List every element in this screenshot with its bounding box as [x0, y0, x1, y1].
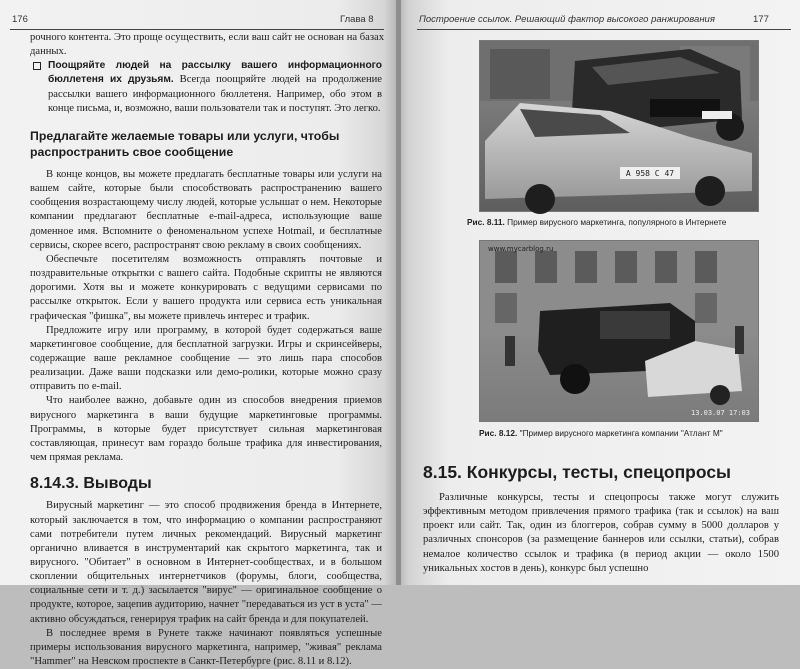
top-line-1: рочного контента. Это проще осуществить, если ваш сайт не основан на базах	[30, 32, 385, 43]
checkbox-bullet-icon	[33, 62, 41, 70]
header-rule-left	[10, 29, 384, 30]
right-paragraph: Различные конкурсы, тесты и спецопросы также могут служить эффективным методом привлечения прямого трафика (так и ссылок) на ваш проект или сайт. Так, один из блоггеров, собрав сумму в 5000 долларов у различных спонсоров (за размещение баннеров или ссылки, статьи), собрав немалое количество ссылок и трафика (в период акции — около 1500 уникальных хостов в день), конкурс был успешно	[423, 492, 779, 574]
figure-8-11-label: Рис. 8.11.	[467, 217, 505, 227]
license-plate: А 958 С 47	[625, 169, 675, 178]
figure-8-12-label: Рис. 8.12.	[479, 428, 518, 438]
right-page	[401, 0, 800, 585]
paragraph-2: Обеспечьте посетителям возможность отправлять почтовые и поздравительные открытки с вашего сайта. Подобные скрипты не являются дорогими. Хотя вы и можете конкурировать с ведущими сервисами по рассылке открыток. Если у вашего продукта или сервиса есть уникальная графическая "фишка", вы можете привлечь интерес и трафик.	[30, 253, 382, 322]
section-heading-right: 8.15. Конкурсы, тесты, спецопросы	[423, 462, 732, 482]
figure-8-11-caption	[467, 217, 787, 227]
left-text-column	[30, 31, 385, 669]
conclusion-2: В последнее время в Рунете также начинают появляться успешные примеры использования вирусного маркетинга, например, "живая" реклама "Hammer" на Невском проспекте в Санкт-Петербурге (рис. 8.11 и 8.12).	[30, 627, 382, 668]
photo-watermark: www.mycarblog.ru	[488, 245, 554, 253]
left-page	[0, 0, 396, 668]
header-rule-right	[417, 29, 791, 30]
running-header: Построение ссылок. Решающий фактор высокого ранжирования	[419, 14, 715, 25]
conclusion-1: Вирусный маркетинг — это способ продвижения бренда в Интернете, который заключается в том, что информацию о компании распространяют сами потребители путем личных рекомендаций. Вирусный маркетинг органично вливается в инструментарий как скрытого маркетинга, так и вирусного. "Обитает" в основном в Интернет-сообществах, и в большом скоплении общительных интернетчиков (форумы, блоги, сообщества, социальные сети и т. д.) засылается "вирус" — оригинальное сообщение о продукте, которое, зацепив аудиторию, начнет "передаваться из уст в уста" — активно обсуждаться, генерируя трафик на сайт бренда и для покупателей.	[30, 500, 382, 625]
bullet-text: Всегда поощряйте людей на продолжение рассылки вашего информационного бюллетеня. Например, обо этом в конце письма, и, возможно, ваши пользователи так и поступят. Это легко.	[48, 74, 382, 114]
subheading: Предлагайте желаемые товары или услуги, чтобы распространить свое сообщение	[30, 128, 340, 159]
paragraph-4: Что наиболее важно, добавьте один из способов внедрения приемов вирусного маркетинга в ваши будущие маркетинговые программы. Программы, в которые будет присутствует сильная маркетинговая составляющая, принесут вам гораздо больше трафика для инвестирования, чем прямая реклама.	[30, 395, 382, 464]
paragraph-3: Предложите игру или программу, в которой будет содержаться ваше маркетинговое сообщение, для бесплатной загрузки. Игры и скринсейверы, содержащие ваше рекламное сообщение — это лишь пара способов реализации. Даже ваши подсказки или демо-ролики, которые можно сразу отправить по e-mail.	[30, 324, 382, 393]
right-text-column	[423, 491, 779, 576]
section-heading-left: 8.14.3. Выводы	[30, 475, 152, 493]
bullet-item	[30, 59, 382, 116]
page-number-left: 176	[12, 14, 28, 25]
figure-8-12-caption-text: "Пример вирусного маркетинга компании "Атлант М"	[517, 428, 723, 438]
figure-8-11-caption-text: Пример вирусного маркетинга, популярного в Интернете	[504, 217, 727, 227]
photo-date-stamp: 13.03.07 17:03	[690, 409, 750, 417]
top-line-2: данных.	[30, 46, 67, 58]
paragraph-1: В конце концов, вы можете предлагать бесплатные товары или услуги на вашем сайте, которые были способствовать распространению вашего сообщения возрастающему числу людей, которые услышат о нем. Некоторые компании предлагают бесплатные e-mail-адреса, использующие ваше доменное имя. Вспомните о феноменальном успехе Hotmail, и бесплатные сервисы, скорее всего, распространят свою рекламу в своих сообщениях.	[30, 168, 382, 251]
figure-8-12-photo	[479, 240, 759, 422]
chapter-header: Глава 8	[340, 14, 374, 25]
car-crash-photo-2	[480, 241, 758, 421]
figure-8-11-photo	[479, 40, 759, 212]
page-number-right: 177	[753, 14, 769, 25]
bullet-bold: Поощряйте людей на рассылку вашего информационного бюллетеня их друзьям.	[48, 60, 382, 86]
car-crash-photo-1	[480, 41, 758, 211]
figure-8-12-caption	[479, 428, 799, 438]
